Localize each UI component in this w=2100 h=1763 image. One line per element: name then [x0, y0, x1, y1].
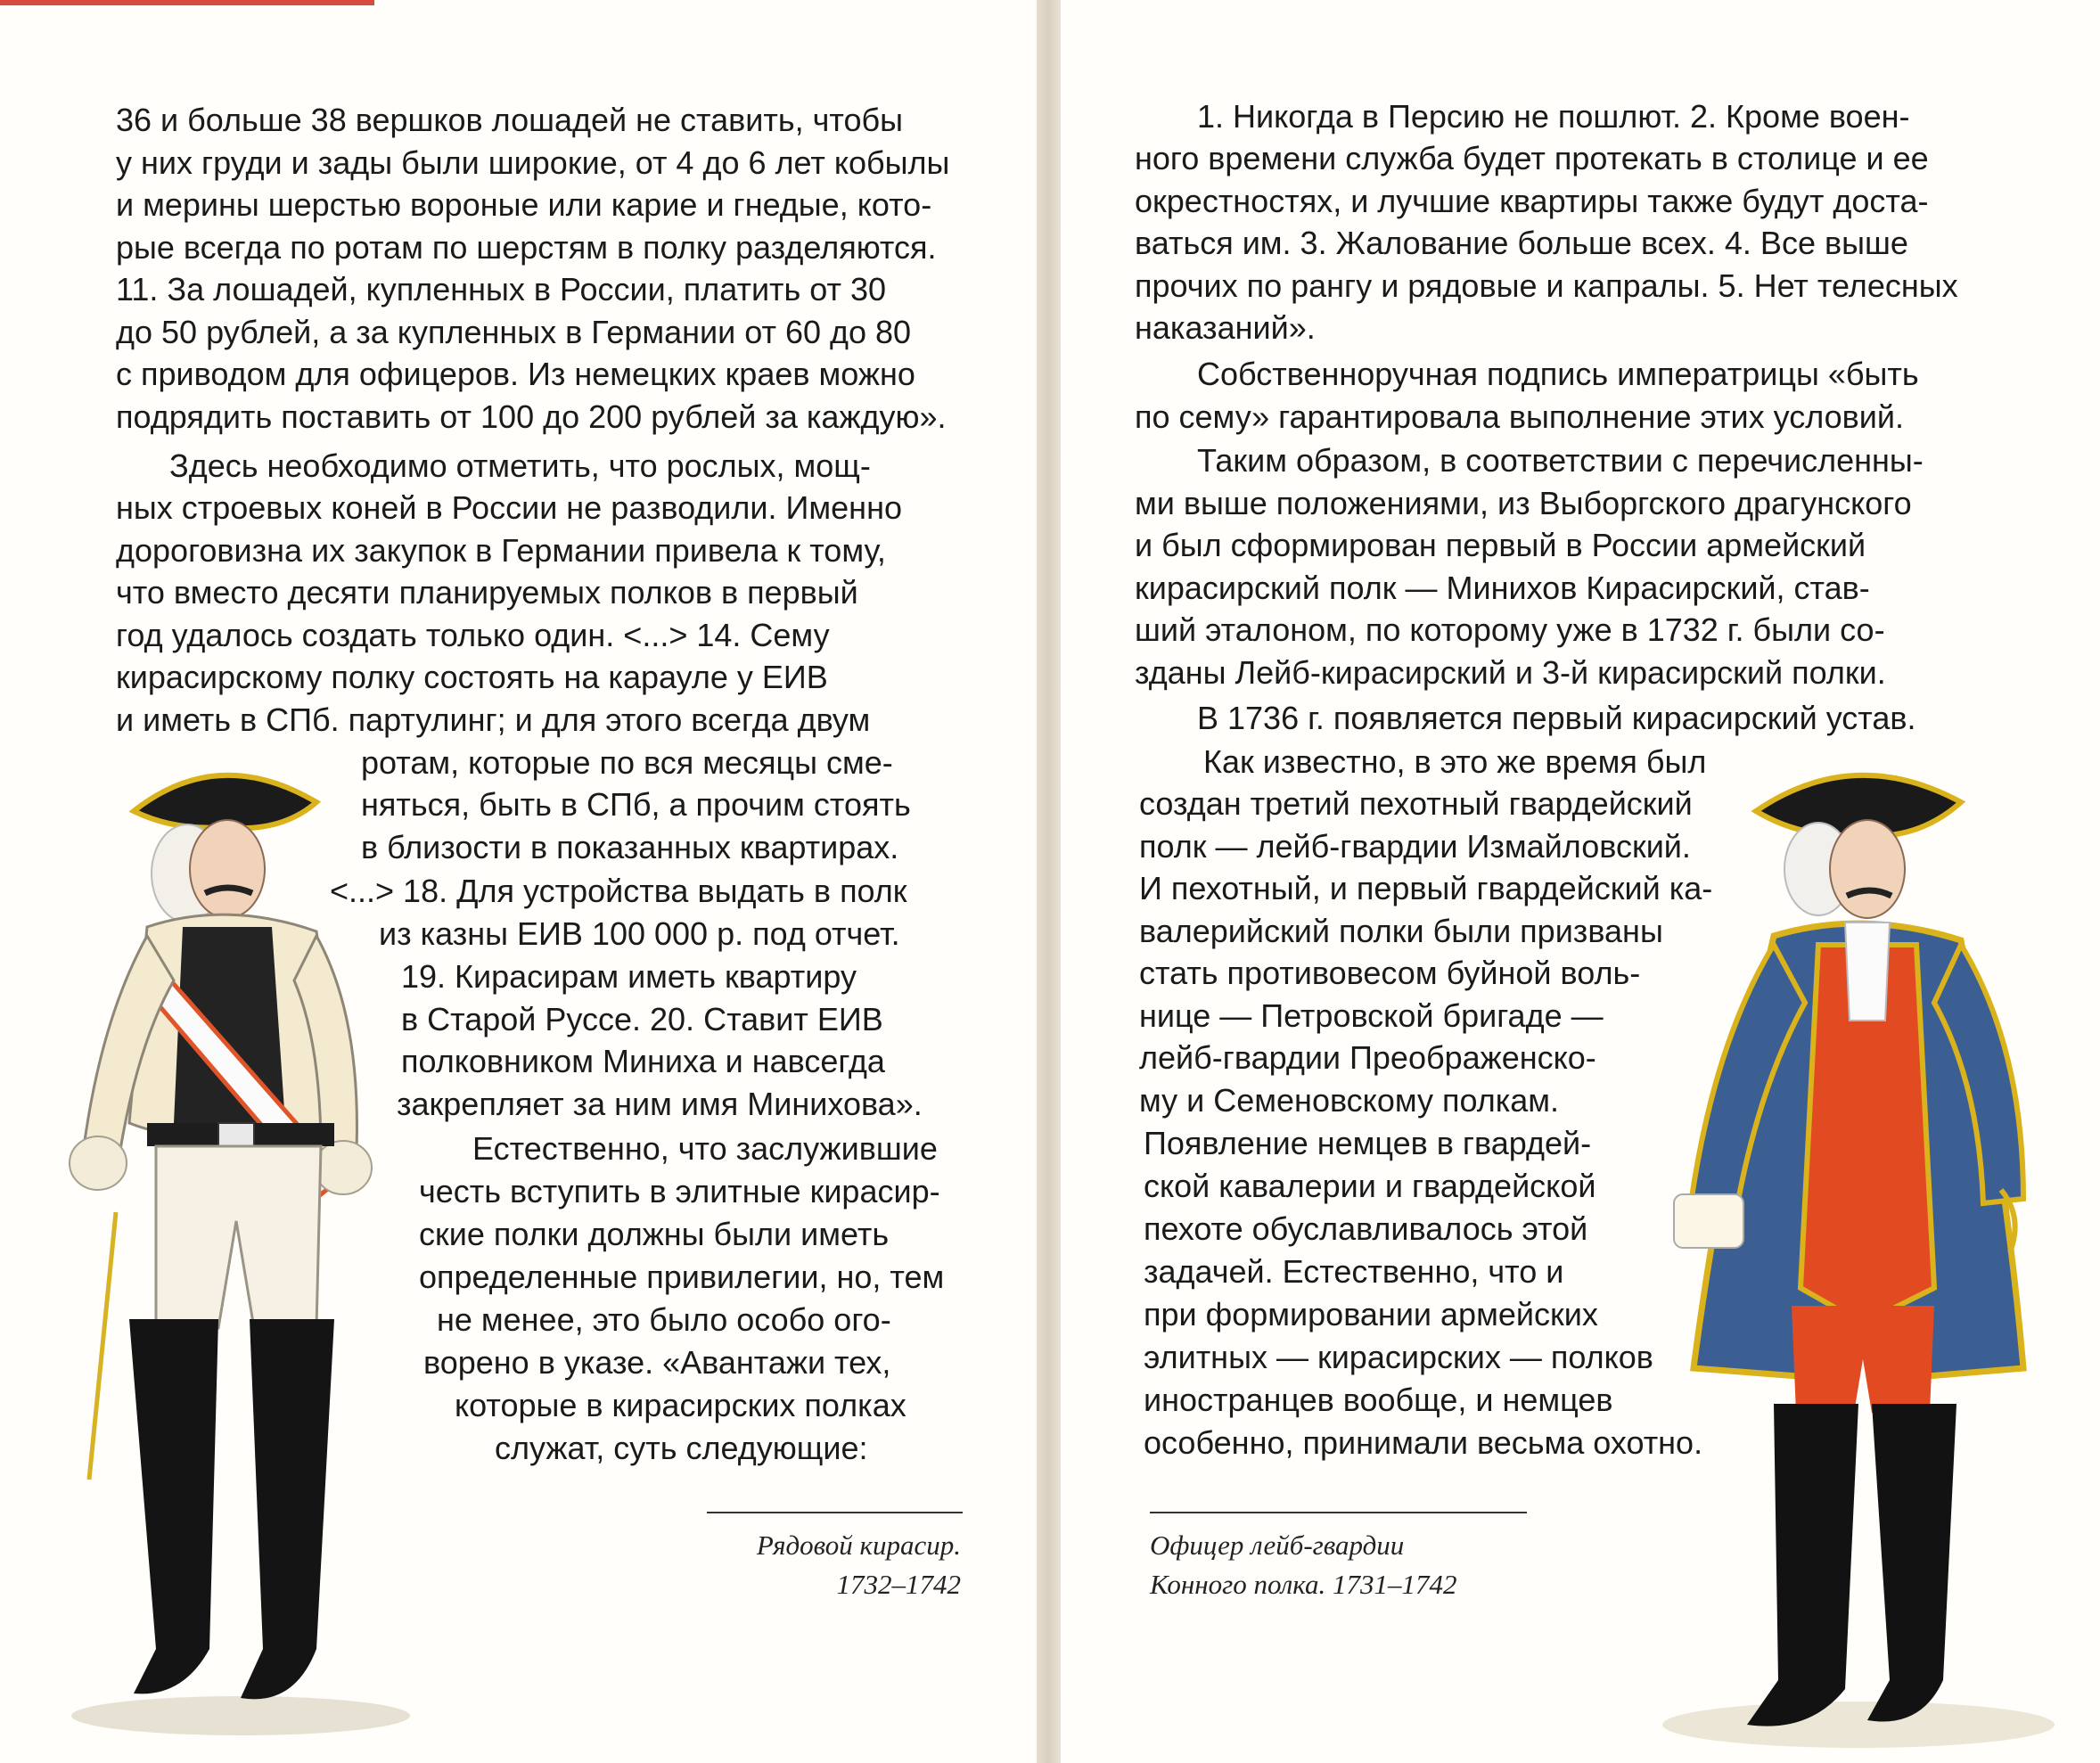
text-line: и был сформирован первый в России армейский: [1135, 527, 1866, 563]
text-line: лейб-гвардии Преображенско-: [1139, 1039, 1596, 1076]
text-line: что вместо десяти планируемых полков в первый: [116, 574, 858, 611]
text-line: у них груди и зады были широкие, от 4 до 6 лет кобылы: [116, 144, 950, 181]
text-line: кирасирский полк — Минихов Кирасирский, став-: [1135, 570, 1870, 606]
text-line: не менее, это было особо ого-: [437, 1301, 891, 1338]
text-line: до 50 рублей, а за купленных в Германии от 60 до 80: [116, 314, 912, 350]
text-line: определенные привилегии, но, тем: [419, 1259, 945, 1295]
text-line: в Старой Руссе. 20. Ставит ЕИВ: [401, 1001, 883, 1037]
text-line: дороговизна их закупок в Германии привела к тому,: [116, 532, 886, 569]
text-line: ший эталоном, по которому уже в 1732 г. были со-: [1135, 611, 1885, 648]
text-line: год удалось создать только один. <...> 14. Сему: [116, 617, 830, 653]
text-line: прочих по рангу и рядовые и капралы. 5. Нет телесных: [1135, 267, 1958, 304]
text-line: Естественно, что заслужившие: [472, 1130, 938, 1167]
text-line: В 1736 г. появляется первый кирасирский устав.: [1197, 700, 1916, 736]
text-line: ных строевых коней в России не разводили. Именно: [116, 489, 902, 526]
text-line: задачей. Естественно, что и: [1144, 1253, 1564, 1290]
text-line: по сему» гарантировала выполнение этих условий.: [1135, 398, 1905, 435]
caption-line-1: Офицер лейб-гвардии: [1150, 1529, 1405, 1561]
text-line: создан третий пехотный гвардейский: [1139, 785, 1693, 822]
text-line: и мерины шерстью вороные или карие и гнедые, кото-: [116, 186, 932, 223]
text-line: иностранцев вообще, и немцев: [1144, 1382, 1613, 1418]
text-line: Появление немцев в гвардей-: [1144, 1125, 1592, 1161]
text-line: закрепляет за ним имя Минихова».: [397, 1086, 923, 1122]
text-line: из казны ЕИВ 100 000 р. под отчет.: [379, 915, 900, 952]
text-line: в близости в показанных квартирах.: [361, 829, 899, 865]
text-line: Здесь необходимо отметить, что рослых, мощ-: [169, 447, 871, 484]
text-line: элитных — кирасирских — полков: [1144, 1339, 1653, 1375]
text-line: наказаний».: [1135, 309, 1316, 346]
text-line: честь вступить в элитные кирасир-: [419, 1173, 940, 1210]
text-line: зданы Лейб-кирасирский и 3-й кирасирский полки.: [1135, 654, 1886, 691]
text-line: няться, быть в СПб, а прочим стоять: [361, 786, 911, 823]
caption-line-2: 1732–1742: [836, 1569, 961, 1600]
text-line: му и Семеновскому полкам.: [1139, 1082, 1560, 1119]
text-line: ми выше положениями, из Выборгского драгунского: [1135, 485, 1912, 521]
text-line: ские полки должны были иметь: [419, 1216, 890, 1252]
text-line: и иметь в СПб. партулинг; и для этого всегда двум: [116, 701, 871, 738]
text-line: рые всегда по ротам по шерстям в полку разделяются.: [116, 229, 937, 266]
text-line: окрестностях, и лучшие квартиры также будут доста-: [1135, 183, 1929, 219]
book-gutter: [1037, 0, 1061, 1763]
caption-rule: [1150, 1512, 1527, 1513]
text-line: Как известно, в это же время был: [1203, 743, 1707, 780]
text-line: ротам, которые по вся месяцы сме-: [361, 744, 893, 781]
text-line: Таким образом, в соответствии с перечисленны-: [1197, 442, 1924, 479]
text-line: 1. Никогда в Персию не пошлют. 2. Кроме воен-: [1197, 98, 1910, 135]
text-line: пехоте обуславливалось этой: [1144, 1210, 1588, 1247]
text-line: служат, суть следующие:: [495, 1430, 868, 1466]
top-edge-mark: [0, 0, 374, 5]
text-line: Собственноручная подпись императрицы «быть: [1197, 356, 1919, 392]
text-line: ваться им. 3. Жалование больше всех. 4. Все выше: [1135, 225, 1908, 261]
text-line: ворено в указе. «Авантажи тех,: [423, 1344, 891, 1381]
text-line: особенно, принимали весьма охотно.: [1144, 1424, 1703, 1461]
caption-rule: [707, 1512, 963, 1513]
text-line: с приводом для офицеров. Из немецких краев можно: [116, 356, 915, 392]
text-line: при формировании армейских: [1144, 1296, 1598, 1332]
text-line: И пехотный, и первый гвардейский ка-: [1139, 870, 1713, 906]
text-line: 11. За лошадей, купленных в России, платить от 30: [116, 271, 887, 308]
text-line: ного времени служба будет протекать в столице и ее: [1135, 140, 1929, 176]
text-line: ской кавалерии и гвардейской: [1144, 1168, 1596, 1204]
text-line: нице — Петровской бригаде —: [1139, 997, 1604, 1034]
text-line: 36 и больше 38 вершков лошадей не ставить, чтобы: [116, 102, 903, 138]
text-line: стать противовесом буйной воль-: [1139, 955, 1641, 991]
text-line: кирасирскому полку состоять на карауле у ЕИВ: [116, 659, 828, 695]
text-line: полк — лейб-гвардии Измайловский.: [1139, 828, 1691, 865]
text-line: 19. Кирасирам иметь квартиру: [401, 958, 857, 995]
text-line: валерийский полки были призваны: [1139, 913, 1663, 949]
text-line: полковником Миниха и навсегда: [401, 1043, 885, 1079]
caption-line-1: Рядовой кирасир.: [756, 1529, 961, 1561]
text-line: которые в кирасирских полках: [455, 1387, 906, 1423]
text-line: <...> 18. Для устройства выдать в полк: [330, 873, 907, 909]
caption-line-2: Конного полка. 1731–1742: [1150, 1569, 1457, 1600]
text-line: подрядить поставить от 100 до 200 рублей за каждую».: [116, 398, 947, 435]
